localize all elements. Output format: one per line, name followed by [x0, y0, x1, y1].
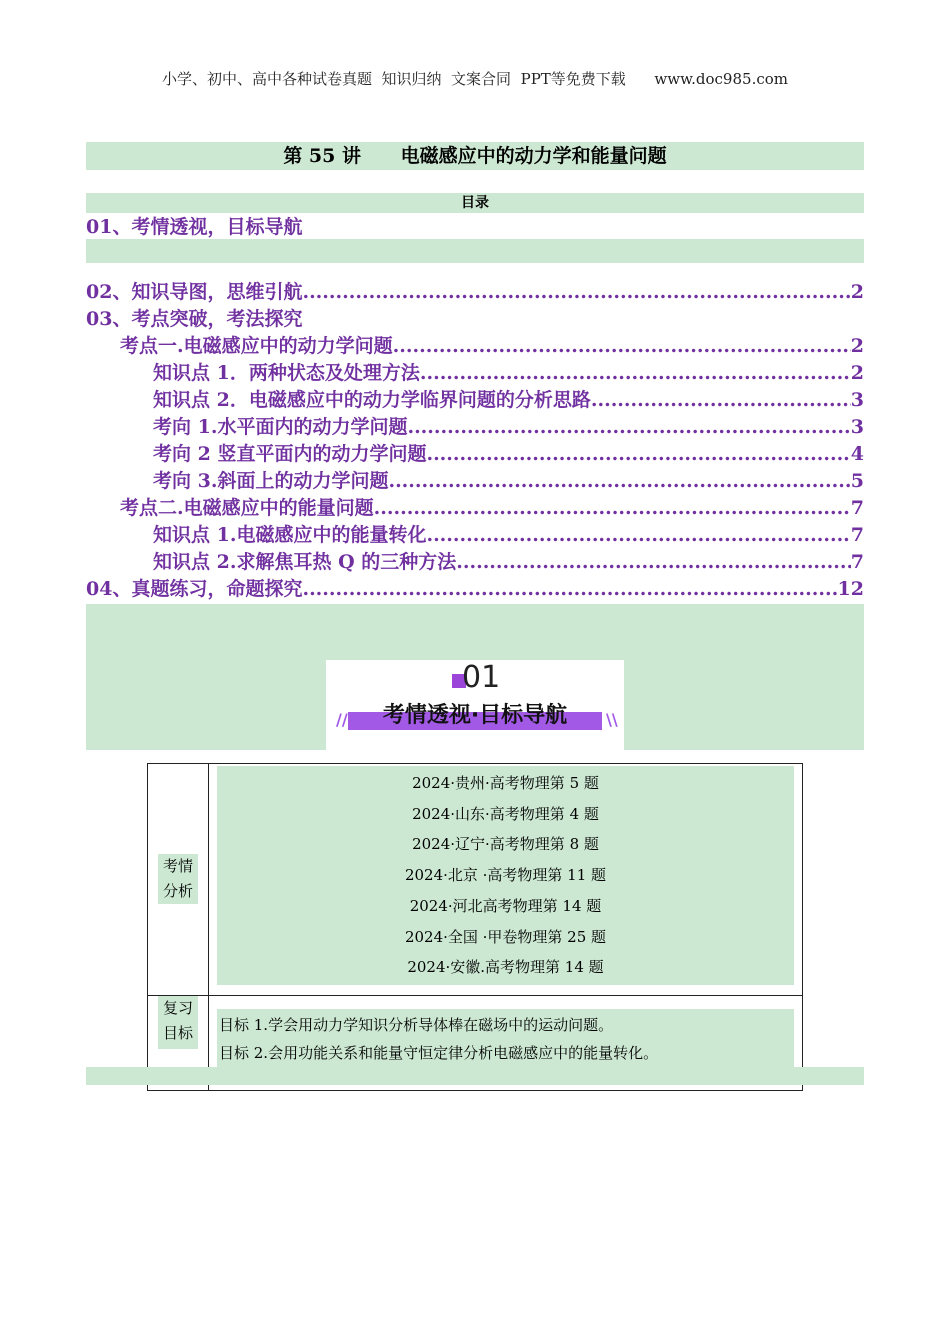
toc-item[interactable] — [86, 441, 864, 468]
toc-leader-dots — [302, 576, 837, 603]
exam-item: 2024·安徽.高考物理第 14 题 — [407, 958, 604, 977]
toc-item[interactable] — [86, 387, 864, 414]
toc-item-page: 2 — [850, 362, 864, 384]
exam-item: 2024·河北高考物理第 14 题 — [409, 896, 602, 915]
info-table — [147, 763, 803, 1091]
toc-item-page: 2 — [850, 335, 864, 357]
toc-item-page: 7 — [850, 551, 864, 573]
toc-item[interactable] — [86, 468, 864, 495]
toc-highlight-band — [86, 239, 864, 263]
banner-left-mark: // — [336, 710, 348, 729]
exam-analysis-label-cell — [148, 764, 209, 996]
exam-item: 2024·山东·高考物理第 4 题 — [412, 804, 599, 823]
toc-item[interactable] — [86, 279, 864, 306]
toc-item-label: 知识点 2.求解焦耳热 Q 的三种方法 — [153, 551, 457, 573]
banner-right-mark: \\ — [606, 710, 618, 729]
section-banner — [326, 660, 624, 750]
label-line: 考情 — [162, 857, 193, 876]
goals-list — [217, 1009, 794, 1069]
page-header: 小学、初中、高中各种试卷真题 知识归纳 文案合同 PPT等免费下载 www.doc985.com — [161, 70, 788, 88]
banner-slogan: 考情透视·目标导航 — [382, 703, 568, 728]
toc-leader-dots — [407, 414, 850, 441]
review-goals-label — [158, 996, 198, 1049]
toc-leader-dots — [374, 495, 851, 522]
toc-item-label: 考点二.电磁感应中的能量问题 — [120, 497, 374, 519]
toc-leader-dots — [426, 441, 850, 468]
toc-item-label: 02、知识导图，思维引航 — [86, 281, 303, 303]
exam-analysis-row — [148, 764, 803, 996]
toc-item-label: 考向 1.水平面内的动力学问题 — [153, 416, 408, 438]
toc-item-page: 2 — [850, 281, 864, 303]
toc-item-label: 知识点 1．两种状态及处理方法 — [153, 362, 420, 384]
toc-item-page: 5 — [850, 470, 864, 492]
toc-leader-dots — [393, 333, 851, 360]
goal-item: 目标 2.会用功能关系和能量守恒定律分析电磁感应中的能量转化。 — [219, 1043, 659, 1062]
toc-item-page: 3 — [850, 416, 864, 438]
exam-analysis-content-cell — [209, 764, 803, 996]
toc-leader-dots — [591, 387, 851, 414]
exam-item: 2024·北京 ·高考物理第 11 题 — [404, 866, 607, 885]
exam-item: 2024·全国 ·甲卷物理第 25 题 — [404, 927, 607, 946]
label-line: 复习 — [162, 998, 193, 1017]
exam-item: 2024·辽宁·高考物理第 8 题 — [412, 835, 599, 854]
toc-item[interactable] — [86, 414, 864, 441]
toc-item[interactable] — [86, 306, 864, 333]
toc-item-label: 知识点 1.电磁感应中的能量转化 — [153, 524, 427, 546]
toc-item-label: 03、考点突破，考法探究 — [86, 308, 303, 330]
toc-leader-dots — [388, 468, 850, 495]
goal-item: 目标 1.学会用动力学知识分析导体棒在磁场中的运动问题。 — [219, 1015, 614, 1034]
toc-item[interactable] — [86, 495, 864, 522]
toc-item[interactable] — [86, 360, 864, 387]
toc-item[interactable] — [86, 522, 864, 549]
toc-item-page: 3 — [850, 389, 864, 411]
toc-item-page: 7 — [850, 497, 864, 519]
banner-number: 01 — [462, 660, 501, 695]
toc-item-page: 4 — [850, 443, 864, 465]
bottom-band — [86, 1067, 864, 1085]
lecture-title: 第 55 讲 电磁感应中的动力学和能量问题 — [86, 142, 864, 170]
exam-list — [217, 766, 794, 985]
toc-item-01[interactable]: 01、考情透视，目标导航 — [86, 216, 303, 238]
toc-item[interactable] — [86, 333, 864, 360]
exam-analysis-label — [158, 854, 198, 904]
toc-leader-dots — [456, 549, 851, 576]
toc-item-page: 7 — [850, 524, 864, 546]
label-line: 目标 — [162, 1023, 193, 1042]
toc-leader-dots — [426, 522, 850, 549]
label-line: 分析 — [162, 882, 193, 901]
toc-leader-dots — [302, 279, 850, 306]
toc-item-label: 知识点 2．电磁感应中的动力学临界问题的分析思路 — [153, 389, 591, 411]
toc-item-page: 12 — [837, 578, 864, 600]
exam-item: 2024·贵州·高考物理第 5 题 — [412, 774, 599, 792]
toc-item-label: 考向 2 竖直平面内的动力学问题 — [153, 443, 427, 465]
toc-item[interactable] — [86, 576, 864, 603]
toc-item-label: 考点一.电磁感应中的动力学问题 — [120, 335, 393, 357]
toc-leader-dots — [420, 360, 851, 387]
toc-heading: 目录 — [86, 193, 864, 213]
toc-item-label: 考向 3.斜面上的动力学问题 — [153, 470, 389, 492]
toc-item-label: 04、真题练习，命题探究 — [86, 578, 303, 600]
toc-item[interactable] — [86, 549, 864, 576]
